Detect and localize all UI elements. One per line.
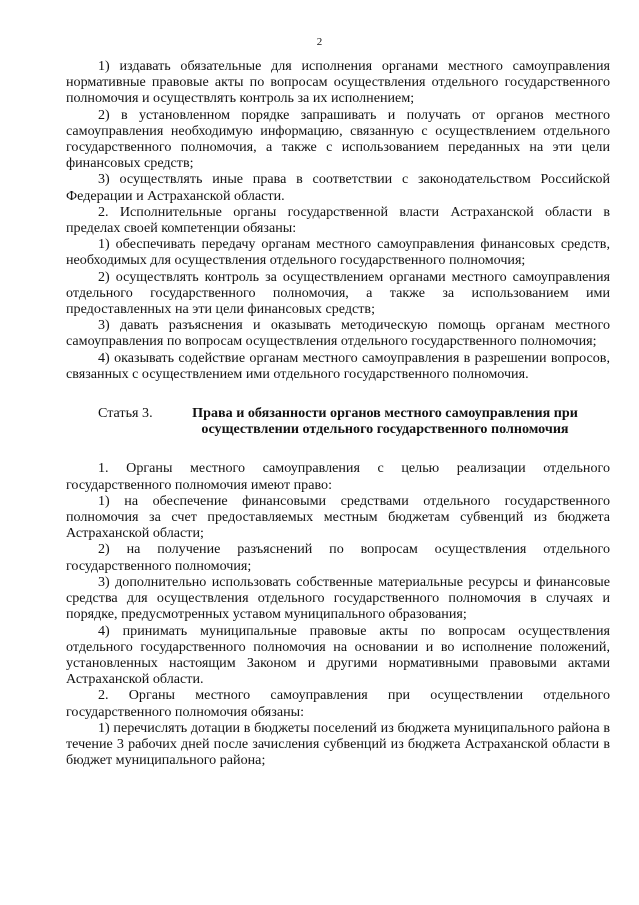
paragraph: 3) осуществлять иные права в соответствии с законодательством Российской Федерации и Астраханской области.: [66, 171, 610, 204]
paragraph: 2) в установленном порядке запрашивать и получать от органов местного самоуправления необходимую информацию, связанную с осуществлением отдельного государственного полномочия, а также с использованием переданных на эти цели финансовых средств;: [66, 106, 610, 172]
page-number: 2: [316, 36, 323, 48]
paragraph: 2. Органы местного самоуправления при осуществлении отдельного государственного полномочия обязаны:: [66, 687, 610, 720]
article-label: Статья 3.: [98, 405, 153, 422]
paragraph: 4) оказывать содействие органам местного самоуправления в разрешении вопросов, связанных с осуществлением ими отдельного государственного полномочия.: [66, 349, 610, 382]
paragraph: 2. Исполнительные органы государственной власти Астраханской области в пределах своей компетенции обязаны:: [66, 203, 610, 237]
paragraph: 1) перечислять дотации в бюджеты поселений из бюджета муниципального района в течение 3 рабочих дней после зачисления субвенций из бюджета Астраханской области в бюджет муниципального района;: [66, 719, 610, 769]
paragraph: 4) принимать муниципальные правовые акты по вопросам осуществления отдельного государственного полномочия на основании и во исполнение положений, установленных настоящим Законом и другими нормативными правовыми актами Астраханской области.: [66, 622, 610, 688]
paragraph: 1) на обеспечение финансовыми средствами отдельного государственного полномочия за счет предоставляемых местным бюджетам субвенций из бюджета Астраханской области;: [66, 492, 610, 542]
paragraph: 3) давать разъяснения и оказывать методическую помощь органам местного самоуправления по вопросам осуществления отдельного государственного полномочия;: [66, 317, 610, 350]
article-title: Права и обязанности органов местного самоуправления при осуществлении отдельного государственного полномочия: [192, 405, 578, 438]
paragraph: 1) издавать обязательные для исполнения органами местного самоуправления нормативные правовые акты по вопросам осуществления отдельного государственного полномочия и осуществлять контроль за их исполнением;: [66, 58, 610, 107]
paragraph: 2) осуществлять контроль за осуществлением органами местного самоуправления отдельного государственного полномочия, а также за использованием ими предоставленных на эти цели финансовых средств;: [66, 268, 610, 318]
paragraph: 1) обеспечивать передачу органам местного самоуправления финансовых средств, необходимых для осуществления отдельного государственного полномочия;: [66, 236, 610, 269]
article-heading: [66, 405, 610, 437]
paragraph: 1. Органы местного самоуправления с целью реализации отдельного государственного полномочия имеют право:: [66, 460, 610, 493]
paragraph: 3) дополнительно использовать собственные материальные ресурсы и финансовые средства для осуществления отдельного государственного полномочия в случаях и порядке, предусмотренных уставом муниципального образования;: [66, 573, 610, 623]
document-body: [66, 58, 610, 768]
paragraph: 2) на получение разъяснений по вопросам осуществления отдельного государственного полномочия;: [66, 541, 610, 574]
